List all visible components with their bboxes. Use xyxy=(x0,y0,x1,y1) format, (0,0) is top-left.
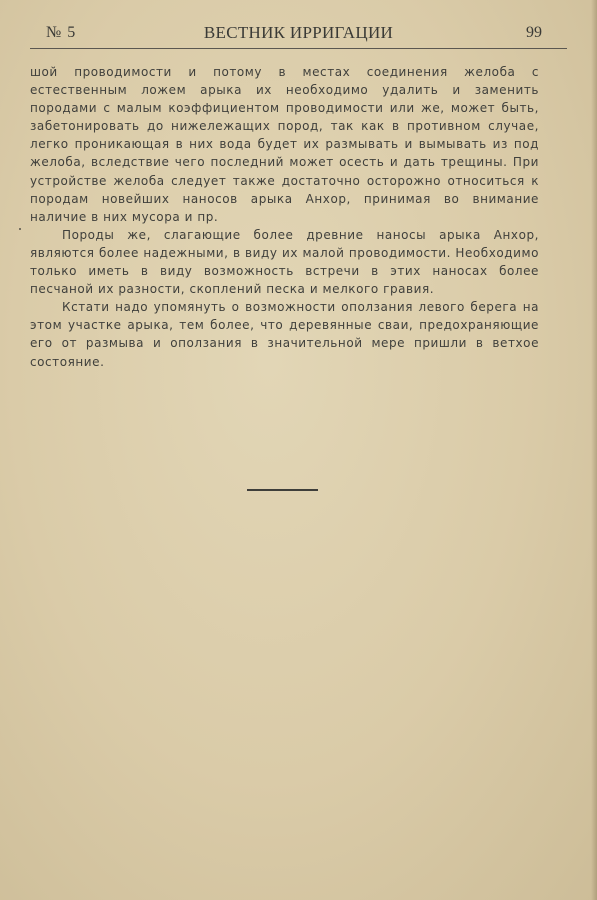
section-end-rule xyxy=(247,489,318,491)
running-header xyxy=(30,22,567,49)
paragraph: Породы же, слагающие более древние наносы арыка Анхор, являются более надежными, в виду их малой проводимости. Необходимо только иметь в виду возможность встречи в этих наносах более песчаной их разности, скоплений песка и мелкого гравия. xyxy=(30,227,539,297)
page-edge-shadow xyxy=(591,0,597,900)
print-speck xyxy=(19,228,21,230)
journal-title: ВЕСТНИК ИРРИГАЦИИ xyxy=(203,23,394,42)
paragraph: Кстати надо упомянуть о возможности оползания левого берега на этом участке арыка, тем более, что деревянные сваи, предохраняющие его от размыва и оползания в значительной мере пришли в ветхое состояние. xyxy=(30,300,539,369)
article-body xyxy=(30,63,539,371)
paragraph: шой проводимости и потому в местах соединения желоба с естественным ложем арыка их необходимо удалить и заменить породами с малым коэффициентом проводимости или же, может быть, забетонировать до нижележащих пород, так как в противном случае, легко проникающая в них вода будет их размывать и вымывать из под желоба, вследствие чего последний может осесть и дать трещины. При устройстве желоба следует также достаточно осторожно относиться к породам новейших наносов арыка Анхор, принимая во внимание наличие в них мусора и пр. xyxy=(30,65,539,224)
issue-number: № 5 xyxy=(46,24,77,41)
page-number: 99 xyxy=(526,24,542,41)
